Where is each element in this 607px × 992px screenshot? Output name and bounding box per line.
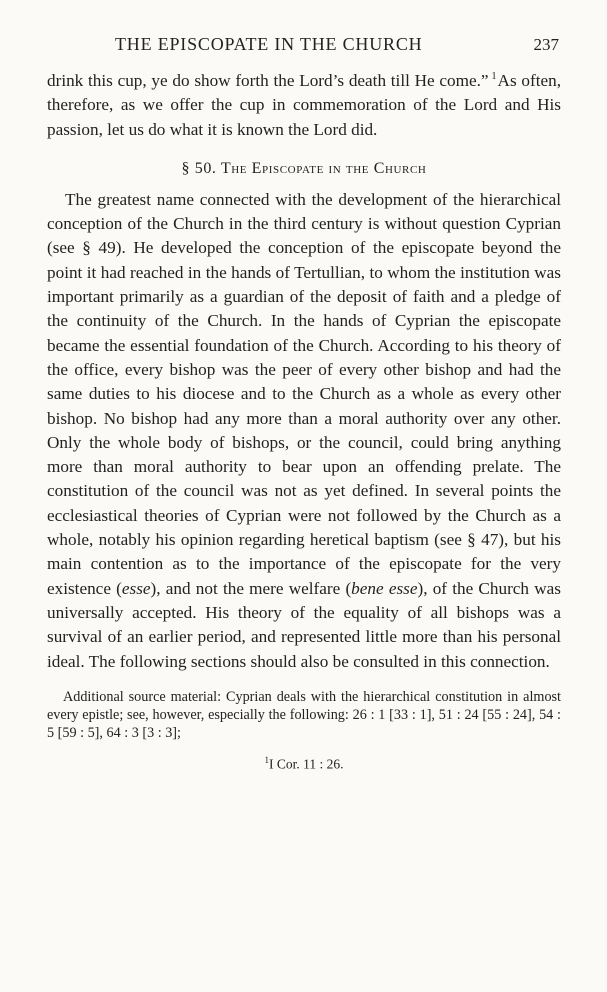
page-number: 237 bbox=[533, 35, 559, 54]
book-page bbox=[47, 32, 561, 772]
section-heading: § 50. The Episcopate in the Church bbox=[181, 159, 427, 177]
footnote bbox=[47, 755, 561, 773]
main-paragraph bbox=[47, 188, 561, 674]
continuation-text-before-note: drink this cup, ye do show forth the Lord’s death till He come.” bbox=[47, 71, 489, 90]
continuation-text-after-note: As often, therefore, as we offer the cup in commemoration of the Lord and His passion, let us do what it is known the Lord did. bbox=[47, 71, 561, 139]
footnote-text: I Cor. 11 : 26. bbox=[268, 756, 344, 772]
latin-term-esse: esse bbox=[121, 578, 151, 598]
main-text-part-2: ), and not the mere welfare ( bbox=[150, 578, 352, 598]
footnote-marker: 1 bbox=[264, 754, 269, 765]
running-header bbox=[47, 32, 561, 57]
latin-term-bene-esse: bene esse bbox=[351, 578, 418, 598]
running-title: THE EPISCOPATE IN THE CHURCH bbox=[115, 34, 423, 54]
main-text-part-3: ), of the Church was universally accepted. His theory of the equality of all bishops was a survival of an earlier period, and represented little more than his personal ideal. The following sections should also be consulted in this connection. bbox=[47, 578, 561, 671]
main-text-part-1: The greatest name connected with the development of the hierarchical conception of the Church in the third century is without question Cyprian (see § 49). He developed the conception of the episcopate beyond the point it had reached in the hands of Tertullian, to whom the institution was important primarily as a guardian of the deposit of faith and a pledge of the continuity of the Church. In the hands of Cyprian the episcopate became the essential foundation of the Church. According to his theory of the office, every bishop was the peer of every other bishop and had the same duties to his diocese and to the Church as a whole as every other bishop. No bishop had any more than a moral authority over any other. Only the whole body of bishops, or the council, could bring anything more than moral authority to bear upon an offending prelate. The constitution of the council was not as yet defined. In several points the ecclesiastical theories of Cyprian were not followed by the Church as a whole, notably his opinion regarding heretical baptism (see § 47), but his main contention as to the importance of the episcopate for the very existence ( bbox=[47, 189, 561, 598]
footnote-reference[interactable]: 1 bbox=[491, 71, 497, 83]
source-material-note: Additional source material: Cyprian deals with the hierarchical constitution in almost every epistle; see, however, especially the following: 26 : 1 [33 : 1], 51 : 24 [55 : 24], 54 : 5 [59 : 5], 64 : 3 [3 : 3]; bbox=[47, 688, 561, 742]
continuation-paragraph bbox=[47, 69, 561, 142]
